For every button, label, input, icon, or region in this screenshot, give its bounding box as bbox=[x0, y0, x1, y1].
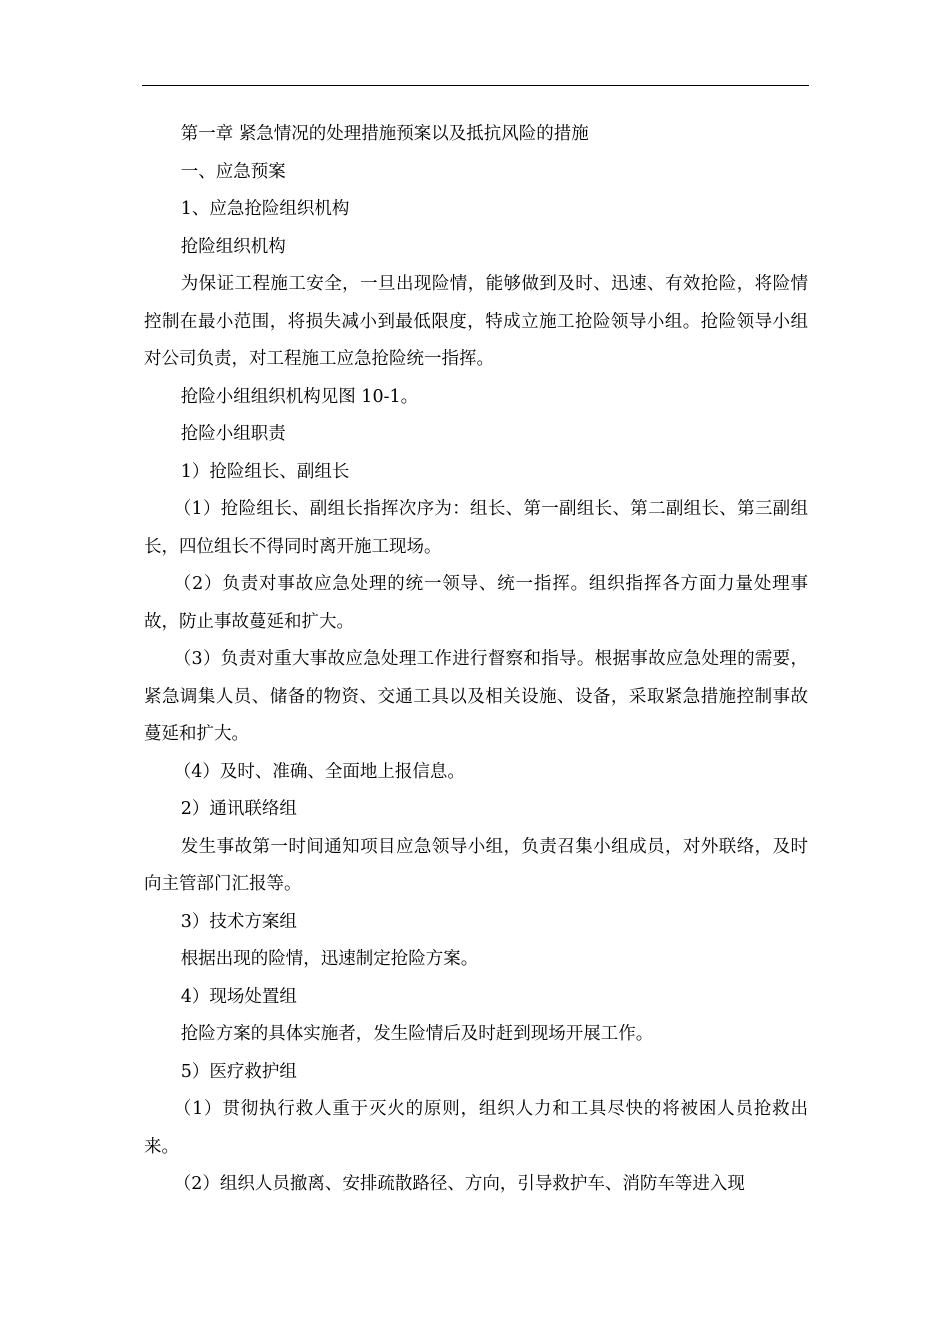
subheading: 抢险小组职责 bbox=[180, 424, 286, 444]
list-heading: 5）医疗救护组 bbox=[180, 1061, 297, 1082]
list-item: （4）及时、准确、全面地上报信息。 bbox=[173, 761, 465, 782]
subheading: 抢险组织机构 bbox=[180, 236, 286, 257]
chapter-title: 第一章 紧急情况的处理措施预案以及抵抗风险的措施 bbox=[180, 124, 589, 144]
section-heading: 一、应急预案 bbox=[180, 161, 286, 182]
list-item: （1）贯彻执行救人重于灭火的原则，组织人力和工具尽快的将被困人员抢救出来。 bbox=[144, 1099, 808, 1157]
header-rule bbox=[142, 85, 809, 86]
body-paragraph: 为保证工程施工安全，一旦出现险情，能够做到及时、迅速、有效抢险，将险情控制在最小范围，将损失减小到最低限度，特成立施工抢险领导小组。抢险领导小组对公司负责，对工程施工应急抢险统一指挥。 bbox=[144, 274, 808, 369]
body-paragraph: 根据出现的险情，迅速制定抢险方案。 bbox=[180, 949, 479, 969]
body-paragraph: 抢险小组组织机构见图 10-1。 bbox=[180, 386, 419, 407]
list-item: （2）组织人员撤离、安排疏散路径、方向，引导救护车、消防车等进入现 bbox=[173, 1174, 745, 1194]
list-item: （1）抢险组长、副组长指挥次序为：组长、第一副组长、第二副组长、第三副组长，四位组长不得同时离开施工现场。 bbox=[144, 499, 808, 557]
list-heading: 1）抢险组长、副组长 bbox=[180, 461, 350, 482]
body-paragraph: 发生事故第一时间通知项目应急领导小组，负责召集小组成员，对外联络，及时向主管部门汇报等。 bbox=[144, 836, 808, 894]
body-paragraph: 抢险方案的具体实施者，发生险情后及时赶到现场开展工作。 bbox=[180, 1024, 654, 1044]
list-heading: 3）技术方案组 bbox=[180, 911, 297, 932]
document-body bbox=[144, 116, 808, 1204]
subsection-heading: 1、应急抢险组织机构 bbox=[180, 199, 350, 219]
list-item: （2）负责对事故应急处理的统一领导、统一指挥。组织指挥各方面力量处理事故，防止事故蔓延和扩大。 bbox=[144, 574, 808, 632]
list-item: （3）负责对重大事故应急处理工作进行督察和指导。根据事故应急处理的需要，紧急调集人员、储备的物资、交通工具以及相关设施、设备，采取紧急措施控制事故蔓延和扩大。 bbox=[144, 649, 808, 744]
list-heading: 2）通讯联络组 bbox=[180, 799, 297, 819]
list-heading: 4）现场处置组 bbox=[180, 986, 297, 1007]
